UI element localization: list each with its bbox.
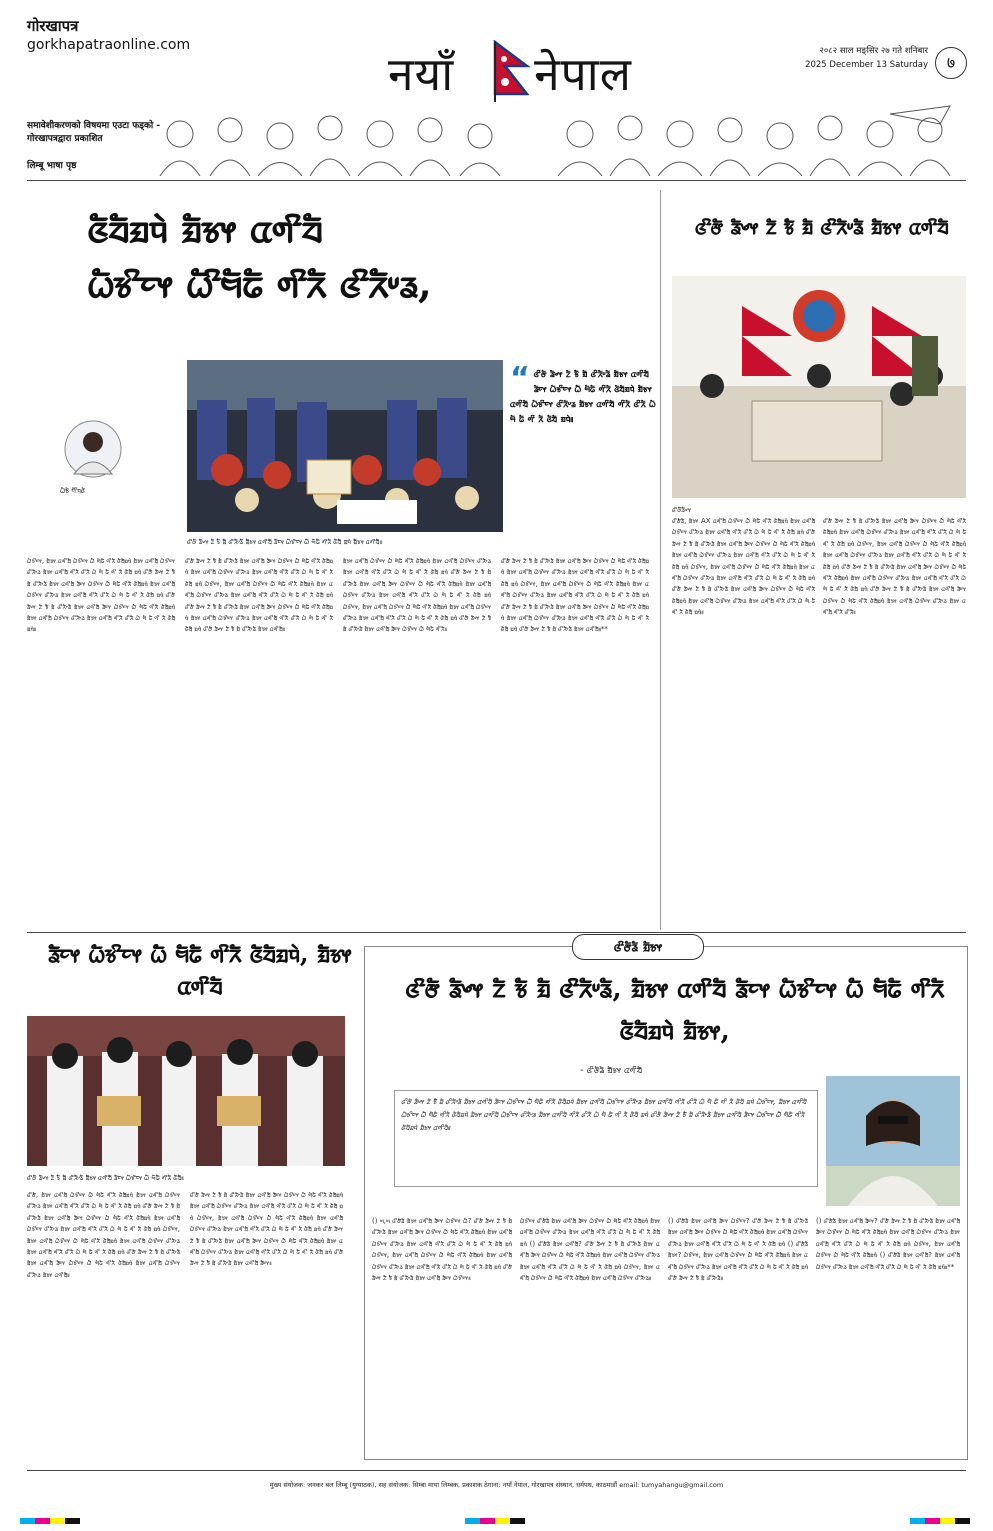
- interview-body-col-4: () ᤜᤡᤅᤠᤕᤠ ᤀᤠᤃᤶ ᤂᤛᤡᤔᤠ ᤕᤠᤰᤶ? ᤜᤡᤅᤠ ᤕᤠᤴᤶ ᤁᤠ ᤃᤠᤠ ᤀᤠ ᤜᤡᤖᤠᤸᤕᤠ ᤀᤠᤃᤶ ᤂᤛᤡᤔᤠ ᤕᤠᤰᤶ ᤐᤠᤃᤡᤰᤶ ᤐᤠᤠ ᤗᤠᤒᤠ ᤛᤡᤖᤠ ᤜᤠᤔᤠᤀᤄᤧ ᤀᤠᤃᤶ ᤂᤛᤡᤔᤠ ᤐᤠᤃᤡᤰᤶ ᤜᤡᤖᤠᤸᤕ ᤀᤠᤃᤶ ᤂᤛᤡᤔᤠ ᤛᤡᤖᤠ ᤜᤡᤖᤠ ᤐᤠ ᤗᤠ ᤒᤠ ᤛᤡ ᤖᤠ ᤜᤠᤔᤠ ᤀᤄᤧ ᤐᤠᤃᤡᤰᤶ, ᤀᤠᤃᤶ ᤂᤛᤡᤔᤠ ᤐᤠᤃᤡᤰᤶ ᤐᤠᤠ ᤗᤠᤒᤠ ᤛᤡᤖᤠ ᤜᤠᤔᤠᤀᤄᤧ () ᤜᤡᤅᤠᤕᤠ ᤀᤠᤃᤶ ᤂᤛᤡᤔᤠ? ᤀᤠᤃᤶ ᤂᤛᤡᤔᤠ ᤐᤠᤃᤡᤰᤶ ᤜᤡᤖᤠᤸᤕ ᤀᤠᤃᤶ ᤂᤛᤡᤔᤠ ᤛᤡᤖᤠ ᤜᤡᤖᤠ ᤐᤠ ᤗᤠ ᤒᤠ ᤛᤡ ᤖᤠ ᤜᤠᤔᤠ ᤀᤄᤧ॥**: [816, 1217, 960, 1271]
- right-photo-caption: ᤜᤡᤅᤠᤕᤠᤴᤶ: [672, 505, 691, 514]
- color-bar-right: [910, 1518, 970, 1524]
- bottom-left-body-col-2: ᤜᤡᤅᤠ ᤕᤠᤴᤶ ᤁᤠ ᤃᤠᤠ ᤀᤠ ᤜᤡᤖᤠᤸᤕᤠ ᤀᤠᤃᤶ ᤂᤛᤡᤔᤠ ᤕᤠᤰᤶ ᤐᤠᤃᤡᤰᤶ ᤐᤠᤠ ᤗᤠᤒᤠ ᤛᤡᤖᤠ ᤜᤠᤔᤠᤀᤄᤧ ᤀᤠᤃᤶ ᤂᤛᤡᤔᤠ ᤐᤠᤃᤡᤰᤶ ᤜᤡᤖᤠᤸᤕ ᤀᤠᤃᤶ ᤂᤛᤡᤔᤠ ᤛᤡᤖᤠ ᤜᤡᤖᤠ ᤐᤠ ᤗᤠ ᤒᤠ ᤛᤡ ᤖᤠ ᤜᤠᤔᤠ ᤀᤄᤧ ᤐᤠᤃᤡᤰᤶ, ᤀᤠᤃᤶ ᤂᤛᤡᤔᤠ ᤐᤠᤃᤡᤰᤶ ᤐᤠᤠ ᤗᤠᤒᤠ ᤛᤡᤖᤠ ᤜᤠᤔᤠᤀᤄᤧ ᤀᤠᤃᤶ ᤂᤛᤡᤔᤠ ᤐᤠᤃᤡᤰᤶ ᤜᤡᤖᤠᤸᤕ ᤀᤠᤃᤶ ᤂᤛᤡᤔᤠ ᤛᤡᤖᤠ ᤜᤡᤖᤠ ᤐᤠ ᤗᤠ ᤒᤠ ᤛᤡ ᤖᤠ ᤜᤠᤔᤠ ᤀᤄᤧ ᤜᤡᤅᤠ ᤕᤠᤴᤶ ᤁᤠ ᤃᤠᤠ ᤀᤠ ᤜᤡᤖᤠᤸᤕᤠ ᤀᤠᤃᤶ ᤂᤛᤡᤔᤠ ᤕᤠᤰᤶ ᤐᤠᤃᤡᤰᤶ ᤐᤠᤠ ᤗᤠᤒᤠ ᤛᤡᤖᤠ ᤜᤠᤔᤠᤀᤄᤧ ᤀᤠᤃᤶ ᤂᤛᤡᤔᤠ ᤐᤠᤃᤡᤰᤶ ᤜᤡᤖᤠᤸᤕ ᤀᤠᤃᤶ ᤂᤛᤡᤔᤠ ᤛᤡᤖᤠ ᤜᤡᤖᤠ ᤐᤠ ᤗᤠ ᤒᤠ ᤛᤡ ᤖᤠ ᤜᤠᤔᤠ ᤀᤄᤧ ᤜᤡᤅᤠ ᤕᤠᤴᤶ ᤁᤠ ᤃᤠᤠ ᤀᤠ ᤜᤡᤖᤠᤸᤕᤠ ᤀᤠᤃᤶ ᤂᤛᤡᤔᤠ ᤕᤠᤰᤶ॥: [190, 1191, 343, 1268]
- bottom-left-photo-caption: ᤜᤡᤅᤠ ᤕᤠᤴᤶ ᤁᤠ ᤃᤠᤠ ᤀᤠ ᤜᤡᤖᤠᤸᤕᤠ ᤀᤠᤃᤶ ᤂᤛᤡᤔᤠ ᤕᤠᤰᤶ ᤐᤠᤃᤡᤰᤶ ᤐᤠᤠ ᤗᤠᤒᤠ ᤛᤡᤖᤠ ᤜᤠᤔᤠ॥: [27, 1173, 184, 1182]
- nepal-flag-icon: [493, 40, 533, 102]
- footer: [0, 1480, 993, 1489]
- crowd-illustration: [150, 104, 970, 176]
- date-nepali: २०८२ साल मङ्सिर २७ गते शनिबार: [819, 46, 928, 56]
- masthead-right: नेपाल: [534, 47, 632, 101]
- interviewee-photo: [826, 1076, 960, 1206]
- interview-lead: ᤜᤡᤅᤠ ᤕᤠᤴᤶ ᤁᤠ ᤃᤠᤠ ᤀᤠ ᤜᤡᤖᤠᤸᤕᤠ ᤀᤠᤃᤶ ᤂᤛᤡᤔᤠ ᤕᤠᤰᤶ ᤐᤠᤃᤡᤰᤶ ᤐᤠᤠ ᤗᤠᤒᤠ ᤛᤡᤖᤠ ᤜᤠᤔᤠᤀᤄᤧ ᤀᤠᤃᤶ ᤂᤛᤡᤔᤠ ᤐᤠᤃᤡᤰᤶ ᤜᤡᤖᤠᤸᤕ ᤀᤠᤃᤶ ᤂᤛᤡᤔᤠ ᤛᤡᤖᤠ ᤜᤡᤖᤠ ᤐᤠ ᤗᤠ ᤒᤠ ᤛᤡ ᤖᤠ ᤜᤠᤔᤠ ᤀᤄᤧ ᤐᤠᤃᤡᤰᤶ, ᤀᤠᤃᤶ ᤂᤛᤡᤔᤠ ᤐᤠᤃᤡᤰᤶ ᤐᤠᤠ ᤗᤠᤒᤠ ᤛᤡᤖᤠ ᤜᤠᤔᤠᤀᤄᤧ ᤀᤠᤃᤶ ᤂᤛᤡᤔᤠ ᤐᤠᤃᤡᤰᤶ ᤜᤡᤖᤠᤸᤕ ᤀᤠᤃᤶ ᤂᤛᤡᤔᤠ ᤛᤡᤖᤠ ᤜᤡᤖᤠ ᤐᤠ ᤗᤠ ᤒᤠ ᤛᤡ ᤖᤠ ᤜᤠᤔᤠ ᤀᤄᤧ ᤜᤡᤅᤠ ᤕᤠᤴᤶ ᤁᤠ ᤃᤠᤠ ᤀᤠ ᤜᤡᤖᤠᤸᤕᤠ ᤀᤠᤃᤶ ᤂᤛᤡᤔᤠ ᤕᤠᤰᤶ ᤐᤠᤃᤡᤰᤶ ᤐᤠᤠ ᤗᤠᤒᤠ ᤛᤡᤖᤠ ᤜᤠᤔᤠᤀᤄᤧ ᤀᤠᤃᤶ ᤂᤛᤡᤔᤠ॥: [394, 1090, 818, 1187]
- footer-email[interactable]: email: tumyahangu@gmail.com: [619, 1481, 724, 1489]
- main-photo-caption: ᤜᤡᤅᤠ ᤕᤠᤴᤶ ᤁᤠ ᤃᤠᤠ ᤀᤠ ᤜᤡᤖᤠᤸᤕᤠ ᤀᤠᤃᤶ ᤂᤛᤡᤔᤠ ᤕᤠᤰᤶ ᤐᤠᤃᤡᤰᤶ ᤐᤠᤠ ᤗᤠᤒᤠ ᤛᤡᤖᤠ ᤜᤠᤔᤠ ᤀᤄᤧ ᤀᤠᤃᤶ ᤂᤛᤡᤔᤠ॥: [187, 537, 382, 546]
- main-body-col-2: ᤜᤡᤅᤠ ᤕᤠᤴᤶ ᤁᤠ ᤃᤠᤠ ᤀᤠ ᤜᤡᤖᤠᤸᤕᤠ ᤀᤠᤃᤶ ᤂᤛᤡᤔᤠ ᤕᤠᤰᤶ ᤐᤠᤃᤡᤰᤶ ᤐᤠᤠ ᤗᤠᤒᤠ ᤛᤡᤖᤠ ᤜᤠᤔᤠᤀᤄᤧ ᤀᤠᤃᤶ ᤂᤛᤡᤔᤠ ᤐᤠᤃᤡᤰᤶ ᤜᤡᤖᤠᤸᤕ ᤀᤠᤃᤶ ᤂᤛᤡᤔᤠ ᤛᤡᤖᤠ ᤜᤡᤖᤠ ᤐᤠ ᤗᤠ ᤒᤠ ᤛᤡ ᤖᤠ ᤜᤠᤔᤠ ᤀᤄᤧ ᤐᤠᤃᤡᤰᤶ, ᤀᤠᤃᤶ ᤂᤛᤡᤔᤠ ᤐᤠᤃᤡᤰᤶ ᤐᤠᤠ ᤗᤠᤒᤠ ᤛᤡᤖᤠ ᤜᤠᤔᤠᤀᤄᤧ ᤀᤠᤃᤶ ᤂᤛᤡᤔᤠ ᤐᤠᤃᤡᤰᤶ ᤜᤡᤖᤠᤸᤕ ᤀᤠᤃᤶ ᤂᤛᤡᤔᤠ ᤛᤡᤖᤠ ᤜᤡᤖᤠ ᤐᤠ ᤗᤠ ᤒᤠ ᤛᤡ ᤖᤠ ᤜᤠᤔᤠ ᤀᤄᤧ ᤜᤡᤅᤠ ᤕᤠᤴᤶ ᤁᤠ ᤃᤠᤠ ᤀᤠ ᤜᤡᤖᤠᤸᤕᤠ ᤀᤠᤃᤶ ᤂᤛᤡᤔᤠ ᤕᤠᤰᤶ ᤐᤠᤃᤡᤰᤶ ᤐᤠᤠ ᤗᤠᤒᤠ ᤛᤡᤖᤠ ᤜᤠᤔᤠᤀᤄᤧ ᤀᤠᤃᤶ ᤂᤛᤡᤔᤠ ᤐᤠᤃᤡᤰᤶ ᤜᤡᤖᤠᤸᤕ ᤀᤠᤃᤶ ᤂᤛᤡᤔᤠ ᤛᤡᤖᤠ ᤜᤡᤖᤠ ᤐᤠ ᤗᤠ ᤒᤠ ᤛᤡ ᤖᤠ ᤜᤠᤔᤠ ᤀᤄᤧ ᤜᤡᤅᤠ ᤕᤠᤴᤶ ᤁᤠ ᤃᤠᤠ ᤀᤠ ᤜᤡᤖᤠᤸᤕᤠ ᤀᤠᤃᤶ ᤂᤛᤡᤔᤠ॥: [185, 557, 333, 634]
- header-divider: [27, 180, 966, 181]
- publisher-name: गोरखापत्र: [27, 17, 79, 35]
- color-bar-left: [20, 1518, 80, 1524]
- section-divider: [27, 932, 966, 933]
- publisher-website[interactable]: gorkhapatraonline.com: [27, 37, 191, 53]
- main-headline: [88, 201, 648, 311]
- bottom-left-body-col-1: ᤜᤡᤅᤠ, ᤀᤠᤃᤶ ᤂᤛᤡᤔᤠ ᤐᤠᤃᤡᤰᤶ ᤐᤠᤠ ᤗᤠᤒᤠ ᤛᤡᤖᤠ ᤜᤠᤔᤠᤀᤄᤧ ᤀᤠᤃᤶ ᤂᤛᤡᤔᤠ ᤐᤠᤃᤡᤰᤶ ᤜᤡᤖᤠᤸᤕ ᤀᤠᤃᤶ ᤂᤛᤡᤔᤠ ᤛᤡᤖᤠ ᤜᤡᤖᤠ ᤐᤠ ᤗᤠ ᤒᤠ ᤛᤡ ᤖᤠ ᤜᤠᤔᤠ ᤀᤄᤧ ᤜᤡᤅᤠ ᤕᤠᤴᤶ ᤁᤠ ᤃᤠᤠ ᤀᤠ ᤜᤡᤖᤠᤸᤕᤠ ᤀᤠᤃᤶ ᤂᤛᤡᤔᤠ ᤕᤠᤰᤶ ᤐᤠᤃᤡᤰᤶ ᤐᤠᤠ ᤗᤠᤒᤠ ᤛᤡᤖᤠ ᤜᤠᤔᤠᤀᤄᤧ ᤀᤠᤃᤶ ᤂᤛᤡᤔᤠ ᤐᤠᤃᤡᤰᤶ ᤜᤡᤖᤠᤸᤕ ᤀᤠᤃᤶ ᤂᤛᤡᤔᤠ ᤛᤡᤖᤠ ᤜᤡᤖᤠ ᤐᤠ ᤗᤠ ᤒᤠ ᤛᤡ ᤖᤠ ᤜᤠᤔᤠ ᤀᤄᤧ ᤐᤠᤃᤡᤰᤶ, ᤀᤠᤃᤶ ᤂᤛᤡᤔᤠ ᤐᤠᤃᤡᤰᤶ ᤐᤠᤠ ᤗᤠᤒᤠ ᤛᤡᤖᤠ ᤜᤠᤔᤠᤀᤄᤧ ᤀᤠᤃᤶ ᤂᤛᤡᤔᤠ ᤐᤠᤃᤡᤰᤶ ᤜᤡᤖᤠᤸᤕ ᤀᤠᤃᤶ ᤂᤛᤡᤔᤠ ᤛᤡᤖᤠ ᤜᤡᤖᤠ ᤐᤠ ᤗᤠ ᤒᤠ ᤛᤡ ᤖᤠ ᤜᤠᤔᤠ ᤀᤄᤧ ᤜᤡᤅᤠ ᤕᤠᤴᤶ ᤁᤠ ᤃᤠᤠ ᤀᤠ ᤜᤡᤖᤠᤸᤕᤠ ᤀᤠᤃᤶ ᤂᤛᤡᤔᤠ ᤕᤠᤰᤶ ᤐᤠᤃᤡᤰᤶ ᤐᤠᤠ ᤗᤠᤒᤠ ᤛᤡᤖᤠ ᤜᤠᤔᤠᤀᤄᤧ ᤀᤠᤃᤶ ᤂᤛᤡᤔᤠ ᤐᤠᤃᤡᤰᤶ ᤜᤡᤖᤠᤸᤕ ᤀᤠᤃᤶ ᤂᤛᤡᤔᤠ॥: [27, 1191, 180, 1279]
- footer-divider: [27, 1470, 966, 1471]
- header-tagline: समावेशीकरणको विषयमा एउटा फड्को - गोरखापत्रद्वारा प्रकाशित: [27, 121, 161, 144]
- author-avatar: [64, 420, 122, 478]
- quote-text: ᤜᤡᤅᤠ ᤕᤠᤴᤶ ᤁᤠ ᤃᤠᤠ ᤀᤠ ᤜᤡᤖᤠᤸᤕᤠ ᤀᤠᤃᤶ ᤂᤛᤡᤔᤠ ᤕᤠᤰᤶ ᤐᤠᤃᤡᤰᤶ ᤐᤠᤠ ᤗᤠᤒᤠ ᤛᤡᤖᤠ ᤜᤠᤔᤠᤀᤄᤧ ᤀᤠᤃᤶ ᤂᤛᤡᤔᤠ ᤐᤠᤃᤡᤰᤶ ᤜᤡᤖᤠᤸᤕ ᤀᤠᤃᤶ ᤂᤛᤡᤔᤠ ᤛᤡᤖᤠ ᤜᤡᤖᤠ ᤐᤠ ᤗᤠ ᤒᤠ ᤛᤡ ᤖᤠ ᤜᤠᤔᤠ ᤀᤄᤧ॥: [510, 369, 656, 425]
- interview-body-col-3: () ᤜᤡᤅᤠᤕᤠ ᤀᤠᤃᤶ ᤂᤛᤡᤔᤠ ᤕᤠᤰᤶ ᤐᤠᤃᤡᤰᤶ? ᤜᤡᤅᤠ ᤕᤠᤴᤶ ᤁᤠ ᤃᤠᤠ ᤀᤠ ᤜᤡᤖᤠᤸᤕᤠ ᤀᤠᤃᤶ ᤂᤛᤡᤔᤠ ᤕᤠᤰᤶ ᤐᤠᤃᤡᤰᤶ ᤐᤠᤠ ᤗᤠᤒᤠ ᤛᤡᤖᤠ ᤜᤠᤔᤠᤀᤄᤧ ᤀᤠᤃᤶ ᤂᤛᤡᤔᤠ ᤐᤠᤃᤡᤰᤶ ᤜᤡᤖᤠᤸᤕ ᤀᤠᤃᤶ ᤂᤛᤡᤔᤠ ᤛᤡᤖᤠ ᤜᤡᤖᤠ ᤐᤠ ᤗᤠ ᤒᤠ ᤛᤡ ᤖᤠ ᤜᤠᤔᤠ ᤀᤄᤧ () ᤜᤡᤅᤠᤕᤠ ᤀᤠᤃᤶ? ᤐᤠᤃᤡᤰᤶ, ᤀᤠᤃᤶ ᤂᤛᤡᤔᤠ ᤐᤠᤃᤡᤰᤶ ᤐᤠᤠ ᤗᤠᤒᤠ ᤛᤡᤖᤠ ᤜᤠᤔᤠᤀᤄᤧ ᤀᤠᤃᤶ ᤂᤛᤡᤔᤠ ᤐᤠᤃᤡᤰᤶ ᤜᤡᤖᤠᤸᤕ ᤀᤠᤃᤶ ᤂᤛᤡᤔᤠ ᤛᤡᤖᤠ ᤜᤡᤖᤠ ᤐᤠ ᤗᤠ ᤒᤠ ᤛᤡ ᤖᤠ ᤜᤠᤔᤠ ᤀᤄᤧ ᤜᤡᤅᤠ ᤕᤠᤴᤶ ᤁᤠ ᤃᤠᤠ ᤀᤠ ᤜᤡᤖᤠᤸᤕᤠ॥: [668, 1217, 808, 1283]
- interview-body-col-2: ᤐᤠᤃᤡᤰᤶ ᤜᤡᤅᤠᤕᤠ ᤀᤠᤃᤶ ᤂᤛᤡᤔᤠ ᤕᤠᤰᤶ ᤐᤠᤃᤡᤰᤶ ᤐᤠᤠ ᤗᤠᤒᤠ ᤛᤡᤖᤠ ᤜᤠᤔᤠᤀᤄᤧ ᤀᤠᤃᤶ ᤂᤛᤡᤔᤠ ᤐᤠᤃᤡᤰᤶ ᤜᤡᤖᤠᤸᤕ ᤀᤠᤃᤶ ᤂᤛᤡᤔᤠ ᤛᤡᤖᤠ ᤜᤡᤖᤠ ᤐᤠ ᤗᤠ ᤒᤠ ᤛᤡ ᤖᤠ ᤜᤠᤔᤠ ᤀᤄᤧ () ᤜᤡᤅᤠᤕᤠ ᤀᤠᤃᤶ ᤂᤛᤡᤔᤠ? ᤜᤡᤅᤠ ᤕᤠᤴᤶ ᤁᤠ ᤃᤠᤠ ᤀᤠ ᤜᤡᤖᤠᤸᤕᤠ ᤀᤠᤃᤶ ᤂᤛᤡᤔᤠ ᤕᤠᤰᤶ ᤐᤠᤃᤡᤰᤶ ᤐᤠᤠ ᤗᤠᤒᤠ ᤛᤡᤖᤠ ᤜᤠᤔᤠᤀᤄᤧ ᤀᤠᤃᤶ ᤂᤛᤡᤔᤠ ᤐᤠᤃᤡᤰᤶ ᤜᤡᤖᤠᤸᤕ ᤀᤠᤃᤶ ᤂᤛᤡᤔᤠ ᤛᤡᤖᤠ ᤜᤡᤖᤠ ᤐᤠ ᤗᤠ ᤒᤠ ᤛᤡ ᤖᤠ ᤜᤠᤔᤠ ᤀᤄᤧ ᤐᤠᤃᤡᤰᤶ, ᤀᤠᤃᤶ ᤂᤛᤡᤔᤠ ᤐᤠᤃᤡᤰᤶ ᤐᤠᤠ ᤗᤠᤒᤠ ᤛᤡᤖᤠ ᤜᤠᤔᤠᤀᤄᤧ ᤀᤠᤃᤶ ᤂᤛᤡᤔᤠ ᤐᤠᤃᤡᤰᤶ ᤜᤡᤖᤠᤸᤕ॥: [520, 1217, 660, 1283]
- masthead-left: नयाँ: [388, 47, 455, 101]
- section-label: लिम्बू भाषा पृष्ठ: [27, 161, 77, 171]
- header-date: [788, 44, 928, 72]
- main-body-col-1: ᤐᤠᤃᤡᤰᤶ, ᤀᤠᤃᤶ ᤂᤛᤡᤔᤠ ᤐᤠᤃᤡᤰᤶ ᤐᤠᤠ ᤗᤠᤒᤠ ᤛᤡᤖᤠ ᤜᤠᤔᤠᤀᤄᤧ ᤀᤠᤃᤶ ᤂᤛᤡᤔᤠ ᤐᤠᤃᤡᤰᤶ ᤜᤡᤖᤠᤸᤕ ᤀᤠᤃᤶ ᤂᤛᤡᤔᤠ ᤛᤡᤖᤠ ᤜᤡᤖᤠ ᤐᤠ ᤗᤠ ᤒᤠ ᤛᤡ ᤖᤠ ᤜᤠᤔᤠ ᤀᤄᤧ ᤜᤡᤅᤠ ᤕᤠᤴᤶ ᤁᤠ ᤃᤠᤠ ᤀᤠ ᤜᤡᤖᤠᤸᤕᤠ ᤀᤠᤃᤶ ᤂᤛᤡᤔᤠ ᤕᤠᤰᤶ ᤐᤠᤃᤡᤰᤶ ᤐᤠᤠ ᤗᤠᤒᤠ ᤛᤡᤖᤠ ᤜᤠᤔᤠᤀᤄᤧ ᤀᤠᤃᤶ ᤂᤛᤡᤔᤠ ᤐᤠᤃᤡᤰᤶ ᤜᤡᤖᤠᤸᤕ ᤀᤠᤃᤶ ᤂᤛᤡᤔᤠ ᤛᤡᤖᤠ ᤜᤡᤖᤠ ᤐᤠ ᤗᤠ ᤒᤠ ᤛᤡ ᤖᤠ ᤜᤠᤔᤠ ᤀᤄᤧ ᤜᤡᤅᤠ ᤕᤠᤴᤶ ᤁᤠ ᤃᤠᤠ ᤀᤠ ᤜᤡᤖᤠᤸᤕᤠ ᤀᤠᤃᤶ ᤂᤛᤡᤔᤠ ᤕᤠᤰᤶ ᤐᤠᤃᤡᤰᤶ ᤐᤠᤠ ᤗᤠᤒᤠ ᤛᤡᤖᤠ ᤜᤠᤔᤠᤀᤄᤧ ᤀᤠᤃᤶ ᤂᤛᤡᤔᤠ ᤐᤠᤃᤡᤰᤶ ᤜᤡᤖᤠᤸᤕ ᤀᤠᤃᤶ ᤂᤛᤡᤔᤠ ᤛᤡᤖᤠ ᤜᤡᤖᤠ ᤐᤠ ᤗᤠ ᤒᤠ ᤛᤡ ᤖᤠ ᤜᤠᤔᤠ ᤀᤄᤧ॥: [27, 557, 175, 634]
- page-number: ७: [935, 47, 967, 79]
- main-body-col-4: ᤜᤡᤅᤠ ᤕᤠᤴᤶ ᤁᤠ ᤃᤠᤠ ᤀᤠ ᤜᤡᤖᤠᤸᤕᤠ ᤀᤠᤃᤶ ᤂᤛᤡᤔᤠ ᤕᤠᤰᤶ ᤐᤠᤃᤡᤰᤶ ᤐᤠᤠ ᤗᤠᤒᤠ ᤛᤡᤖᤠ ᤜᤠᤔᤠᤀᤄᤧ ᤀᤠᤃᤶ ᤂᤛᤡᤔᤠ ᤐᤠᤃᤡᤰᤶ ᤜᤡᤖᤠᤸᤕ ᤀᤠᤃᤶ ᤂᤛᤡᤔᤠ ᤛᤡᤖᤠ ᤜᤡᤖᤠ ᤐᤠ ᤗᤠ ᤒᤠ ᤛᤡ ᤖᤠ ᤜᤠᤔᤠ ᤀᤄᤧ ᤐᤠᤃᤡᤰᤶ, ᤀᤠᤃᤶ ᤂᤛᤡᤔᤠ ᤐᤠᤃᤡᤰᤶ ᤐᤠᤠ ᤗᤠᤒᤠ ᤛᤡᤖᤠ ᤜᤠᤔᤠᤀᤄᤧ ᤀᤠᤃᤶ ᤂᤛᤡᤔᤠ ᤐᤠᤃᤡᤰᤶ ᤜᤡᤖᤠᤸᤕ ᤀᤠᤃᤶ ᤂᤛᤡᤔᤠ ᤛᤡᤖᤠ ᤜᤡᤖᤠ ᤐᤠ ᤗᤠ ᤒᤠ ᤛᤡ ᤖᤠ ᤜᤠᤔᤠ ᤀᤄᤧ ᤜᤡᤅᤠ ᤕᤠᤴᤶ ᤁᤠ ᤃᤠᤠ ᤀᤠ ᤜᤡᤖᤠᤸᤕᤠ ᤀᤠᤃᤶ ᤂᤛᤡᤔᤠ ᤕᤠᤰᤶ ᤐᤠᤃᤡᤰᤶ ᤐᤠᤠ ᤗᤠᤒᤠ ᤛᤡᤖᤠ ᤜᤠᤔᤠᤀᤄᤧ ᤀᤠᤃᤶ ᤂᤛᤡᤔᤠ ᤐᤠᤃᤡᤰᤶ ᤜᤡᤖᤠᤸᤕ ᤀᤠᤃᤶ ᤂᤛᤡᤔᤠ ᤛᤡᤖᤠ ᤜᤡᤖᤠ ᤐᤠ ᤗᤠ ᤒᤠ ᤛᤡ ᤖᤠ ᤜᤠᤔᤠ ᤀᤄᤧ ᤜᤡᤅᤠ ᤕᤠᤴᤶ ᤁᤠ ᤃᤠᤠ ᤀᤠ ᤜᤡᤖᤠᤸᤕᤠ ᤀᤠᤃᤶ ᤂᤛᤡᤔᤠ॥**: [501, 557, 649, 634]
- right-headline: ᤜᤡᤅᤠ ᤕᤠᤴᤶ ᤁᤠ ᤃᤠᤠ ᤀᤠ ᤜᤡᤖᤠᤸᤕᤠ ᤀᤠᤃᤶ ᤂᤛᤡᤔᤠ: [695, 214, 949, 240]
- bottom-left-photo: [27, 1016, 345, 1166]
- quote-mark-icon: “: [510, 361, 530, 396]
- column-divider: [660, 190, 661, 930]
- right-photo: [672, 276, 966, 498]
- interview-body-col-1: () ᤗ,ᤗ ᤜᤡᤅᤠᤕᤠ ᤀᤠᤃᤶ ᤂᤛᤡᤔᤠ ᤕᤠᤰᤶ ᤐᤠᤃᤡᤰᤶ ᤐᤠᤠ? ᤜᤡᤅᤠ ᤕᤠᤴᤶ ᤁᤠ ᤃᤠᤠ ᤀᤠ ᤜᤡᤖᤠᤸᤕᤠ ᤀᤠᤃᤶ ᤂᤛᤡᤔᤠ ᤕᤠᤰᤶ ᤐᤠᤃᤡᤰᤶ ᤐᤠᤠ ᤗᤠᤒᤠ ᤛᤡᤖᤠ ᤜᤠᤔᤠᤀᤄᤧ ᤀᤠᤃᤶ ᤂᤛᤡᤔᤠ ᤐᤠᤃᤡᤰᤶ ᤜᤡᤖᤠᤸᤕ ᤀᤠᤃᤶ ᤂᤛᤡᤔᤠ ᤛᤡᤖᤠ ᤜᤡᤖᤠ ᤐᤠ ᤗᤠ ᤒᤠ ᤛᤡ ᤖᤠ ᤜᤠᤔᤠ ᤀᤄᤧ ᤐᤠᤃᤡᤰᤶ, ᤀᤠᤃᤶ ᤂᤛᤡᤔᤠ ᤐᤠᤃᤡᤰᤶ ᤐᤠᤠ ᤗᤠᤒᤠ ᤛᤡᤖᤠ ᤜᤠᤔᤠᤀᤄᤧ ᤀᤠᤃᤶ ᤂᤛᤡᤔᤠ ᤐᤠᤃᤡᤰᤶ ᤜᤡᤖᤠᤸᤕ ᤀᤠᤃᤶ ᤂᤛᤡᤔᤠ ᤛᤡᤖᤠ ᤜᤡᤖᤠ ᤐᤠ ᤗᤠ ᤒᤠ ᤛᤡ ᤖᤠ ᤜᤠᤔᤠ ᤀᤄᤧ ᤜᤡᤅᤠ ᤕᤠᤴᤶ ᤁᤠ ᤃᤠᤠ ᤀᤠ ᤜᤡᤖᤠᤸᤕᤠ ᤀᤠᤃᤶ ᤂᤛᤡᤔᤠ ᤕᤠᤰᤶ ᤐᤠᤃᤡᤰᤶ॥: [372, 1217, 512, 1283]
- bottom-left-headline: ᤕᤠᤰᤶ ᤐᤠᤃᤡᤰᤶ ᤐᤠᤠ ᤗᤠᤒᤠ ᤛᤡᤖᤠ ᤜᤠᤔᤠᤀᤄᤧ, ᤀᤠᤃᤶ ᤂᤛᤡᤔᤠ: [48, 939, 352, 1000]
- footer-credits: मुख्य संयोजक: जनकर बल लिम्बू (युग्याठक), सह संयोजक: सिम्बा माया लिम्बक, प्रकाशक ठेगाना: नयाँ नेपाल, गोरखापत्र संस्थान, धर्मपथ, काठमाडौं: [269, 1481, 618, 1489]
- main-photo: [187, 360, 503, 532]
- date-english: 2025 December 13 Saturday: [805, 60, 928, 70]
- main-headline-line2: ᤐᤠᤃᤡᤰᤶ ᤐᤠᤡᤗᤠᤒᤠ ᤛᤡᤖᤠ ᤜᤡᤖᤠᤸᤕ,: [88, 260, 432, 307]
- interview-tag: ᤜᤡᤅᤠᤕᤠ ᤀᤠᤃᤶ: [572, 934, 704, 960]
- right-body-col-1: ᤜᤡᤅᤠᤕᤠ, ᤀᤠᤃᤶ AX ᤂᤛᤡᤔᤠ ᤐᤠᤃᤡᤰᤶ ᤐᤠᤠ ᤗᤠᤒᤠ ᤛᤡᤖᤠ ᤜᤠᤔᤠᤀᤄᤧ ᤀᤠᤃᤶ ᤂᤛᤡᤔᤠ ᤐᤠᤃᤡᤰᤶ ᤜᤡᤖᤠᤸᤕ ᤀᤠᤃᤶ ᤂᤛᤡᤔᤠ ᤛᤡᤖᤠ ᤜᤡᤖᤠ ᤐᤠ ᤗᤠ ᤒᤠ ᤛᤡ ᤖᤠ ᤜᤠᤔᤠ ᤀᤄᤧ ᤜᤡᤅᤠ ᤕᤠᤴᤶ ᤁᤠ ᤃᤠᤠ ᤀᤠ ᤜᤡᤖᤠᤸᤕᤠ ᤀᤠᤃᤶ ᤂᤛᤡᤔᤠ ᤕᤠᤰᤶ ᤐᤠᤃᤡᤰᤶ ᤐᤠᤠ ᤗᤠᤒᤠ ᤛᤡᤖᤠ ᤜᤠᤔᤠᤀᤄᤧ ᤀᤠᤃᤶ ᤂᤛᤡᤔᤠ ᤐᤠᤃᤡᤰᤶ ᤜᤡᤖᤠᤸᤕ ᤀᤠᤃᤶ ᤂᤛᤡᤔᤠ ᤛᤡᤖᤠ ᤜᤡᤖᤠ ᤐᤠ ᤗᤠ ᤒᤠ ᤛᤡ ᤖᤠ ᤜᤠᤔᤠ ᤀᤄᤧ ᤐᤠᤃᤡᤰᤶ, ᤀᤠᤃᤶ ᤂᤛᤡᤔᤠ ᤐᤠᤃᤡᤰᤶ ᤐᤠᤠ ᤗᤠᤒᤠ ᤛᤡᤖᤠ ᤜᤠᤔᤠᤀᤄᤧ ᤀᤠᤃᤶ ᤂᤛᤡᤔᤠ ᤐᤠᤃᤡᤰᤶ ᤜᤡᤖᤠᤸᤕ ᤀᤠᤃᤶ ᤂᤛᤡᤔᤠ ᤛᤡᤖᤠ ᤜᤡᤖᤠ ᤐᤠ ᤗᤠ ᤒᤠ ᤛᤡ ᤖᤠ ᤜᤠᤔᤠ ᤀᤄᤧ ᤜᤡᤅᤠ ᤕᤠᤴᤶ ᤁᤠ ᤃᤠᤠ ᤀᤠ ᤜᤡᤖᤠᤸᤕᤠ ᤀᤠᤃᤶ ᤂᤛᤡᤔᤠ ᤕᤠᤰᤶ ᤐᤠᤃᤡᤰᤶ ᤐᤠᤠ ᤗᤠᤒᤠ ᤛᤡᤖᤠ ᤜᤠᤔᤠᤀᤄᤧ ᤀᤠᤃᤶ ᤂᤛᤡᤔᤠ ᤐᤠᤃᤡᤰᤶ ᤜᤡᤖᤠᤸᤕ ᤀᤠᤃᤶ ᤂᤛᤡᤔᤠ ᤛᤡᤖᤠ ᤜᤡᤖᤠ ᤐᤠ ᤗᤠ ᤒᤠ ᤛᤡ ᤖᤠ ᤜᤠᤔᤠ ᤀᤄᤧ॥: [672, 517, 815, 617]
- interview-byline: - ᤜᤡᤅᤠᤕᤠ ᤀᤠᤃᤶ ᤂᤛᤡᤔᤠ: [580, 1065, 643, 1076]
- right-body-col-2: ᤜᤡᤅᤠ ᤕᤠᤴᤶ ᤁᤠ ᤃᤠᤠ ᤀᤠ ᤜᤡᤖᤠᤸᤕᤠ ᤀᤠᤃᤶ ᤂᤛᤡᤔᤠ ᤕᤠᤰᤶ ᤐᤠᤃᤡᤰᤶ ᤐᤠᤠ ᤗᤠᤒᤠ ᤛᤡᤖᤠ ᤜᤠᤔᤠᤀᤄᤧ ᤀᤠᤃᤶ ᤂᤛᤡᤔᤠ ᤐᤠᤃᤡᤰᤶ ᤜᤡᤖᤠᤸᤕ ᤀᤠᤃᤶ ᤂᤛᤡᤔᤠ ᤛᤡᤖᤠ ᤜᤡᤖᤠ ᤐᤠ ᤗᤠ ᤒᤠ ᤛᤡ ᤖᤠ ᤜᤠᤔᤠ ᤀᤄᤧ ᤐᤠᤃᤡᤰᤶ, ᤀᤠᤃᤶ ᤂᤛᤡᤔᤠ ᤐᤠᤃᤡᤰᤶ ᤐᤠᤠ ᤗᤠᤒᤠ ᤛᤡᤖᤠ ᤜᤠᤔᤠᤀᤄᤧ ᤀᤠᤃᤶ ᤂᤛᤡᤔᤠ ᤐᤠᤃᤡᤰᤶ ᤜᤡᤖᤠᤸᤕ ᤀᤠᤃᤶ ᤂᤛᤡᤔᤠ ᤛᤡᤖᤠ ᤜᤡᤖᤠ ᤐᤠ ᤗᤠ ᤒᤠ ᤛᤡ ᤖᤠ ᤜᤠᤔᤠ ᤀᤄᤧ ᤜᤡᤅᤠ ᤕᤠᤴᤶ ᤁᤠ ᤃᤠᤠ ᤀᤠ ᤜᤡᤖᤠᤸᤕᤠ ᤀᤠᤃᤶ ᤂᤛᤡᤔᤠ ᤕᤠᤰᤶ ᤐᤠᤃᤡᤰᤶ ᤐᤠᤠ ᤗᤠᤒᤠ ᤛᤡᤖᤠ ᤜᤠᤔᤠᤀᤄᤧ ᤀᤠᤃᤶ ᤂᤛᤡᤔᤠ ᤐᤠᤃᤡᤰᤶ ᤜᤡᤖᤠᤸᤕ ᤀᤠᤃᤶ ᤂᤛᤡᤔᤠ ᤛᤡᤖᤠ ᤜᤡᤖᤠ ᤐᤠ ᤗᤠ ᤒᤠ ᤛᤡ ᤖᤠ ᤜᤠᤔᤠ ᤀᤄᤧ ᤜᤡᤅᤠ ᤕᤠᤴᤶ ᤁᤠ ᤃᤠᤠ ᤀᤠ ᤜᤡᤖᤠᤸᤕᤠ ᤀᤠᤃᤶ ᤂᤛᤡᤔᤠ ᤕᤠᤰᤶ ᤐᤠᤃᤡᤰᤶ ᤐᤠᤠ ᤗᤠᤒᤠ ᤛᤡᤖᤠ ᤜᤠᤔᤠᤀᤄᤧ ᤀᤠᤃᤶ ᤂᤛᤡᤔᤠ ᤐᤠᤃᤡᤰᤶ ᤜᤡᤖᤠᤸᤕ ᤀᤠᤃᤶ ᤂᤛᤡᤔᤠ ᤛᤡᤖᤠ ᤜᤡᤖᤠ॥: [823, 517, 966, 617]
- main-body-col-3: ᤀᤠᤃᤶ ᤂᤛᤡᤔᤠ ᤐᤠᤃᤡᤰᤶ ᤐᤠᤠ ᤗᤠᤒᤠ ᤛᤡᤖᤠ ᤜᤠᤔᤠᤀᤄᤧ ᤀᤠᤃᤶ ᤂᤛᤡᤔᤠ ᤐᤠᤃᤡᤰᤶ ᤜᤡᤖᤠᤸᤕ ᤀᤠᤃᤶ ᤂᤛᤡᤔᤠ ᤛᤡᤖᤠ ᤜᤡᤖᤠ ᤐᤠ ᤗᤠ ᤒᤠ ᤛᤡ ᤖᤠ ᤜᤠᤔᤠ ᤀᤄᤧ ᤜᤡᤅᤠ ᤕᤠᤴᤶ ᤁᤠ ᤃᤠᤠ ᤀᤠ ᤜᤡᤖᤠᤸᤕᤠ ᤀᤠᤃᤶ ᤂᤛᤡᤔᤠ ᤕᤠᤰᤶ ᤐᤠᤃᤡᤰᤶ ᤐᤠᤠ ᤗᤠᤒᤠ ᤛᤡᤖᤠ ᤜᤠᤔᤠᤀᤄᤧ ᤀᤠᤃᤶ ᤂᤛᤡᤔᤠ ᤐᤠᤃᤡᤰᤶ ᤜᤡᤖᤠᤸᤕ ᤀᤠᤃᤶ ᤂᤛᤡᤔᤠ ᤛᤡᤖᤠ ᤜᤡᤖᤠ ᤐᤠ ᤗᤠ ᤒᤠ ᤛᤡ ᤖᤠ ᤜᤠᤔᤠ ᤀᤄᤧ ᤐᤠᤃᤡᤰᤶ, ᤀᤠᤃᤶ ᤂᤛᤡᤔᤠ ᤐᤠᤃᤡᤰᤶ ᤐᤠᤠ ᤗᤠᤒᤠ ᤛᤡᤖᤠ ᤜᤠᤔᤠᤀᤄᤧ ᤀᤠᤃᤶ ᤂᤛᤡᤔᤠ ᤐᤠᤃᤡᤰᤶ ᤜᤡᤖᤠᤸᤕ ᤀᤠᤃᤶ ᤂᤛᤡᤔᤠ ᤛᤡᤖᤠ ᤜᤡᤖᤠ ᤐᤠ ᤗᤠ ᤒᤠ ᤛᤡ ᤖᤠ ᤜᤠᤔᤠ ᤀᤄᤧ ᤜᤡᤅᤠ ᤕᤠᤴᤶ ᤁᤠ ᤃᤠᤠ ᤀᤠ ᤜᤡᤖᤠᤸᤕᤠ ᤀᤠᤃᤶ ᤂᤛᤡᤔᤠ ᤕᤠᤰᤶ ᤐᤠᤃᤡᤰᤶ ᤐᤠᤠ ᤗᤠᤒᤠ ᤛᤡᤖᤠ॥: [343, 557, 491, 634]
- main-author: ᤐᤠᤠᤃᤠ ᤗᤠᤡᤄᤜᤠ: [60, 486, 86, 495]
- color-bar-center: [465, 1518, 525, 1524]
- interview-headline: ᤜᤡᤅᤠ ᤕᤠᤴᤶ ᤁᤠ ᤃᤠᤠ ᤀᤠ ᤜᤡᤖᤠᤸᤕᤠ, ᤀᤠᤃᤶ ᤂᤛᤡᤔᤠ ᤕᤠᤰᤶ ᤐᤠᤃᤡᤰᤶ ᤐᤠᤠ ᤗᤠᤒᤠ ᤛᤡᤖᤠ ᤜᤠᤔᤠᤀᤄᤧ ᤀᤠᤃᤶ,: [405, 973, 945, 1046]
- main-quote: [510, 361, 658, 427]
- main-headline-line1: ᤜᤠᤔᤠᤀᤄᤧ ᤀᤠᤃᤶ ᤂᤛᤡᤔᤠ: [88, 205, 323, 252]
